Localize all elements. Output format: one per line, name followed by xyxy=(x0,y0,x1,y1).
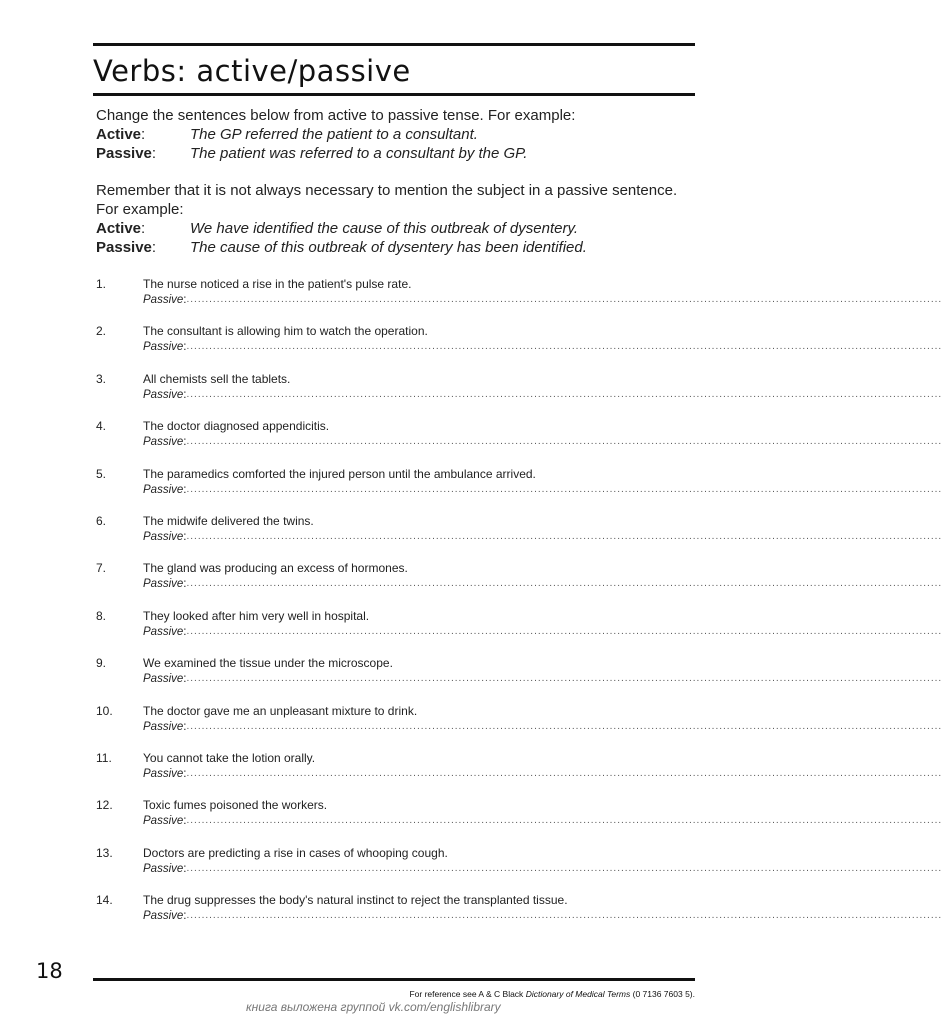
exercise-sentence: The paramedics comforted the injured person until the ambulance arrived. xyxy=(143,466,536,481)
answer-line[interactable]: Passive : ........................................................................................................................................................................................................ xyxy=(143,673,942,686)
exercise-sentence-row xyxy=(96,514,686,528)
answer-line[interactable]: Passive : ........................................................................................................................................................................................................ xyxy=(143,625,942,638)
top-rule xyxy=(93,43,695,46)
exercise-sentence-row xyxy=(96,846,686,860)
exercise-sentence-row xyxy=(96,798,686,812)
exercise-sentence-row xyxy=(96,324,686,338)
reference-title: Dictionary of Medical Terms xyxy=(525,989,631,999)
exercise-sentence-row xyxy=(96,277,686,291)
answer-dotted-line[interactable]: ........................................................................................................................................................................................................ xyxy=(186,294,942,305)
passive-answer-label: Passive xyxy=(143,341,184,354)
answer-dotted-line[interactable]: ........................................................................................................................................................................................................ xyxy=(186,767,942,779)
exercise-sentence: The midwife delivered the twins. xyxy=(143,513,314,528)
exercise-item xyxy=(96,608,942,656)
answer-dotted-line[interactable]: ........................................................................................................................................................................................................ xyxy=(186,625,942,637)
answer-dotted-line[interactable]: ........................................................................................................................................................................................................ xyxy=(186,388,942,400)
exercise-list xyxy=(96,277,942,940)
passive-label: Passive xyxy=(96,239,152,256)
exercise-sentence: The nurse noticed a rise in the patient's pulse rate. xyxy=(143,277,412,291)
exercise-sentence: The doctor diagnosed appendicitis. xyxy=(143,419,330,434)
instruction-text: Change the sentences below from active to passive tense. For example: xyxy=(96,107,576,124)
exercise-number: 5. xyxy=(96,466,107,481)
exercise-sentence: They looked after him very well in hospital. xyxy=(143,608,370,623)
example2-passive: Passive: The cause of this outbreak of dysentery has been identified. xyxy=(96,239,587,256)
answer-dotted-line[interactable]: ........................................................................................................................................................................................................ xyxy=(186,910,942,922)
active-label: Active xyxy=(96,220,142,237)
exercise-sentence-row xyxy=(96,561,686,575)
exercise-number: 10. xyxy=(96,703,113,718)
example1-passive: Passive: The patient was referred to a consultant by the GP. xyxy=(96,145,528,162)
passive-answer-label: Passive xyxy=(143,673,184,686)
exercise-number: 4. xyxy=(96,419,107,434)
passive-answer-label: Passive xyxy=(143,815,184,828)
answer-line[interactable]: Passive : ........................................................................................................................................................................................................ xyxy=(143,862,942,875)
answer-dotted-line[interactable]: ........................................................................................................................................................................................................ xyxy=(186,436,942,448)
passive-answer-label: Passive xyxy=(143,388,184,401)
answer-line[interactable]: Passive : ........................................................................................................................................................................................................ xyxy=(143,767,942,780)
exercise-sentence: The doctor gave me an unpleasant mixture to drink. xyxy=(143,703,418,718)
passive-answer-label: Passive xyxy=(143,910,184,923)
exercise-item xyxy=(96,466,942,514)
answer-line[interactable]: Passive : ........................................................................................................................................................................................................ xyxy=(143,530,942,543)
passive-answer-label: Passive xyxy=(143,862,184,875)
passive-answer-label: Passive xyxy=(143,767,184,780)
exercise-number: 14. xyxy=(96,893,113,908)
exercise-number: 13. xyxy=(96,845,113,860)
active-label: Active xyxy=(96,126,142,143)
exercise-item xyxy=(96,656,942,703)
exercise-number: 7. xyxy=(96,561,107,576)
exercise-sentence-row xyxy=(96,704,686,718)
example1-passive-text: The patient was referred to a consultant by the GP. xyxy=(190,145,528,162)
answer-line[interactable]: Passive : ........................................................................................................................................................................................................ xyxy=(143,720,942,733)
exercise-item xyxy=(96,561,942,608)
exercise-number: 1. xyxy=(96,277,107,291)
exercise-item xyxy=(96,419,942,466)
exercise-sentence: All chemists sell the tablets. xyxy=(143,371,291,386)
answer-dotted-line[interactable]: ........................................................................................................................................................................................................ xyxy=(186,483,942,495)
title-rule xyxy=(93,93,695,96)
passive-answer-label: Passive xyxy=(143,294,184,306)
exercise-sentence-row xyxy=(96,419,686,433)
exercise-item xyxy=(96,277,942,324)
passive-answer-label: Passive xyxy=(143,483,184,496)
example1-active: Active: The GP referred the patient to a consultant. xyxy=(96,126,478,143)
example2-active: Active: We have identified the cause of this outbreak of dysentery. xyxy=(96,220,579,237)
exercise-sentence-row xyxy=(96,751,686,765)
answer-dotted-line[interactable]: ........................................................................................................................................................................................................ xyxy=(186,815,942,827)
exercise-number: 11. xyxy=(96,750,112,765)
exercise-item xyxy=(96,371,942,419)
answer-dotted-line[interactable]: ........................................................................................................................................................................................................ xyxy=(186,341,942,353)
exercise-item xyxy=(96,703,942,751)
passive-answer-label: Passive xyxy=(143,530,184,543)
answer-line[interactable]: Passive : ........................................................................................................................................................................................................ xyxy=(143,341,942,354)
answer-line[interactable]: Passive : ........................................................................................................................................................................................................ xyxy=(143,910,942,923)
reference-footnote: For reference see A & C Black Dictionary of Medical Terms (0 7136 7603 5). xyxy=(409,989,695,999)
answer-dotted-line[interactable]: ........................................................................................................................................................................................................ xyxy=(186,530,942,542)
exercise-item xyxy=(96,750,942,798)
exercise-sentence: The gland was producing an excess of hormones. xyxy=(143,561,408,576)
page-title: Verbs: active/passive xyxy=(93,54,411,88)
reminder-text: Remember that it is not always necessary to mention the subject in a passive sentence. For example: xyxy=(96,182,678,218)
exercise-sentence-row xyxy=(96,893,686,907)
passive-answer-label: Passive xyxy=(143,720,184,733)
exercise-sentence-row xyxy=(96,467,686,481)
passive-answer-label: Passive xyxy=(143,436,184,449)
exercise-number: 2. xyxy=(96,324,107,339)
example2-active-text: We have identified the cause of this outbreak of dysentery. xyxy=(190,220,579,237)
exercise-sentence: We examined the tissue under the microscope. xyxy=(143,656,393,671)
passive-answer-label: Passive xyxy=(143,625,184,638)
exercise-number: 8. xyxy=(96,608,107,623)
exercise-number: 12. xyxy=(96,798,113,813)
exercise-sentence-row xyxy=(96,372,686,386)
answer-dotted-line[interactable]: ........................................................................................................................................................................................................ xyxy=(186,720,942,732)
answer-line[interactable]: Passive : ........................................................................................................................................................................................................ xyxy=(143,294,942,306)
exercise-item xyxy=(96,324,942,371)
answer-line[interactable]: Passive : ........................................................................................................................................................................................................ xyxy=(143,578,942,591)
passive-answer-label: Passive xyxy=(143,578,184,591)
exercise-sentence: Doctors are predicting a rise in cases of whooping cough. xyxy=(143,845,448,860)
exercise-sentence: The consultant is allowing him to watch the operation. xyxy=(143,324,428,339)
exercise-item xyxy=(96,845,942,893)
answer-line[interactable]: Passive : ........................................................................................................................................................................................................ xyxy=(143,483,942,496)
answer-dotted-line[interactable]: ........................................................................................................................................................................................................ xyxy=(186,862,942,874)
exercise-item xyxy=(96,798,942,845)
exercise-sentence: Toxic fumes poisoned the workers. xyxy=(143,798,328,813)
passive-label: Passive xyxy=(96,145,152,162)
exercise-sentence-row xyxy=(96,609,686,623)
intro-section xyxy=(96,106,696,257)
answer-line[interactable]: Passive : ........................................................................................................................................................................................................ xyxy=(143,388,942,401)
answer-dotted-line[interactable]: ........................................................................................................................................................................................................ xyxy=(186,578,942,590)
answer-line[interactable]: Passive : ........................................................................................................................................................................................................ xyxy=(143,436,942,449)
exercise-number: 3. xyxy=(96,371,107,386)
answer-dotted-line[interactable]: ........................................................................................................................................................................................................ xyxy=(186,673,942,685)
exercise-sentence: The drug suppresses the body's natural instinct to reject the transplanted tissue. xyxy=(143,893,568,908)
bottom-rule xyxy=(93,978,695,981)
exercise-item xyxy=(96,893,942,940)
page-number: 18 xyxy=(36,959,63,983)
exercise-sentence-row xyxy=(96,656,686,670)
watermark: книга выложена группой vk.com/englishlibrary xyxy=(246,1000,501,1014)
example2-passive-text: The cause of this outbreak of dysentery has been identified. xyxy=(190,239,587,256)
exercise-item xyxy=(96,513,942,561)
exercise-number: 6. xyxy=(96,513,107,528)
example1-active-text: The GP referred the patient to a consultant. xyxy=(190,126,478,143)
exercise-number: 9. xyxy=(96,656,107,671)
answer-line[interactable]: Passive : ........................................................................................................................................................................................................ xyxy=(143,815,942,828)
exercise-sentence: You cannot take the lotion orally. xyxy=(143,750,316,765)
